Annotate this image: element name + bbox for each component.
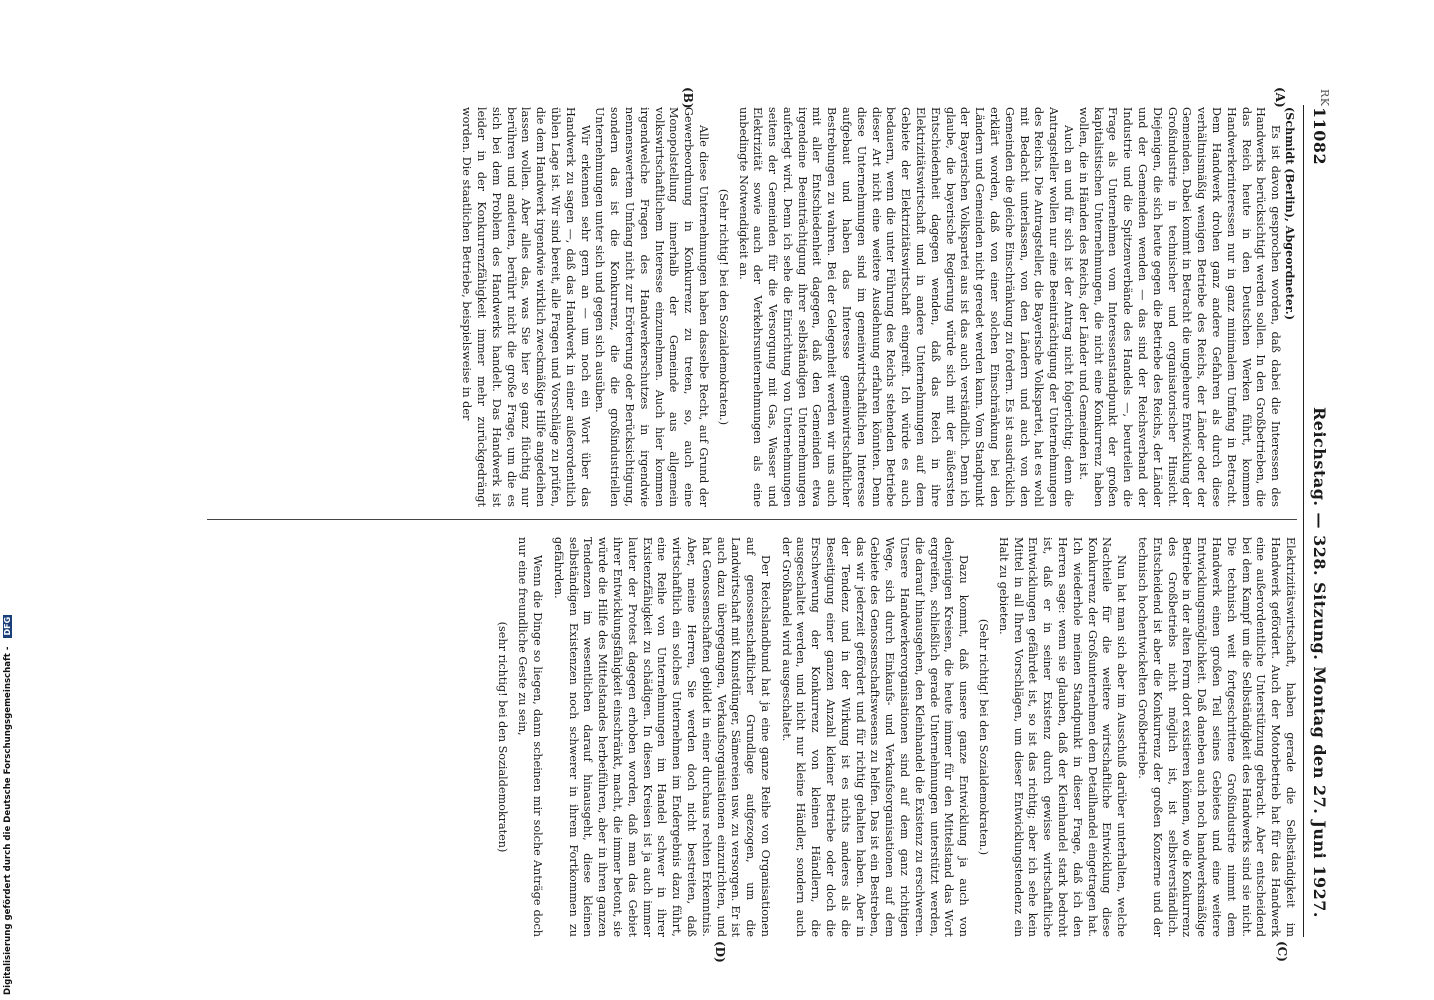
interjection: (Sehr richtig! bei den Sozialdemokraten.) (977, 618, 991, 856)
rotated-page (120, 85, 1335, 963)
margin-marker-a: (A) (1273, 87, 1287, 108)
paragraph: Wenn die Dinge so liegen, dann scheinen mir solche Anträge doch nur eine freundliche Geste zu sein, (516, 537, 544, 937)
interjection: (sehr richtig! bei den Sozialdemokraten) (496, 621, 510, 853)
right-column (490, 537, 1297, 937)
margin-marker-c: (C) (1275, 941, 1289, 962)
paragraph: Wir erkennen sehr gern an — um noch ein Wort über das Handwerk zu sagen —, daß das Handwerk in einer außerordentlich üblen Lage ist. Wir sind bereit, alle Fragen und Vorschläge zu prüfen, die dem Handwerk irgendwie wirklich zweckmäßige Hilfe angedeihen lassen wollen. Aber alles das, was Sie hier so ganz flüchtig nur berühren und andeuten, berührt nicht die große Frage, um die es sich bei dem Problem des Handwerks handelt. Das Handwerk ist leider in der Konkurrenzfähigkeit immer mehr zurückgedrängt worden. Die staatlichen Betriebe, beispielsweise in der (460, 107, 592, 507)
footer-text: Digitalisierung gefördert durch die Deutsche Forschungsgemeinschaft - (3, 646, 13, 995)
page-title: Reichstag. — 328. Sitzung. Montag den 27. Juni 1927. (1310, 407, 1329, 918)
margin-marker-d: (D) (713, 941, 727, 963)
left-column (458, 107, 1297, 507)
page-number: 11082 (1310, 107, 1329, 166)
archive-stamp: RK (1318, 89, 1331, 107)
paragraph: Nun hat man sich aber im Ausschuß darüber unterhalten, welche Nachteile für die weitere wirtschaftliche Entwicklung diese Konkurrenz der Großunternehmen dem Detailhandel eingetragen hat. Ich wiederhole meinen Standpunkt in dieser Frage, daß ich den Herren sage: wenn sie glauben, daß der Kleinhandel stark bedroht ist, daß er in seiner Existenz durch gewisse wirtschaftliche Entwicklungen gefährdet ist, so ist das richtig; aber ich sehe kein Mittel in all Ihren Vorschlägen, um dieser Entwicklungstendenz ein Halt zu gebieten. (996, 537, 1129, 937)
paragraph: Der Reichslandbund hat ja eine ganze Reihe von Organisationen auf genossenschaftlicher Grundlage aufgezogen, um die Landwirtschaft mit Kunstdünger, Sämereien usw. zu versorgen. Er ist auch dazu übergegangen, Verkaufsorganisationen einzurichten, und hat Genossenschaften gebildet in einer durchaus rechten Erkenntnis. Aber, meine Herren, Sie werden doch nicht bestreiten, daß wirtschaftlich ein solches Unternehmen im Endergebnis dazu führt, eine Reihe von Unternehmungen im Handel schwer in ihrer Existenzfähigkeit zu schädigen. In diesen Kreisen ist ja auch immer lauter der Protest dagegen erhoben worden, daß man das Gebiet ihrer Entwicklungsfähigkeit einschränkt, macht, die immer betont, sie würde die Hilfe des Mittelstandes herbeiführen, aber in ihren ganzen Tendenzen im wesentlichen darauf hinausgeht, diese kleinen selbständigen Existenzen noch schwerer in ihrem Fortkommen zu gefährden. (551, 537, 772, 937)
page-header (1305, 89, 1331, 937)
dfg-logo: DFG (3, 616, 12, 636)
speaker-line: (Schmidt (Berlin), Abgeordneter.) (1283, 107, 1297, 320)
paragraph: Elektrizitätswirtschaft, haben gerade die Selbständigkeit im Handwerk gefördert. Auch der Motorbetrieb hat für das Handwerk eine außerordentliche Unterstützung gebracht. Aber entscheidend bei dem Kampf um die Selbständigkeit des Handwerks sind sie nicht. Die technisch weit fortgeschrittene Großindustrie nimmt dem Handwerk einen großen Teil seines Gebietes und eine weitere Entwicklungsmöglichkeit. Daß daneben auch noch handwerksmäßige Betriebe in der alten Form dort existieren können, wo die Konkurrenz des Großbetriebs nicht möglich ist, ist selbstverständlich. Entscheidend ist aber die Konkurrenz der großen Konzerne und der technisch hochentwickelten Großbetriebe. (1136, 537, 1297, 937)
column-divider (207, 519, 1297, 520)
paragraph: Es ist davon gesprochen worden, daß dabei die Interessen des Handwerks berücksichtigt werden sollen. In den Großbetrieben, die das Reich heute in den Deutschen Werken führt, kommen Handwerkerinteressen nur in ganz minimalem Umfang in Betracht. Dem Handwerk drohen ganz andere Gefahren als durch diese verhältnismäßig wenigen Betriebe des Reichs, der Länder oder der Gemeinden. Dabei kommt in Betracht die ungeheure Entwicklung der Großindustrie in technischer und organisatorischer Hinsicht. Diejenigen, die sich heute gegen die Betriebe des Reichs, der Länder und der Gemeinden wenden — das sind der Reichsverband der Industrie und die Spitzenverbände des Handels —, beurteilen die Frage als Unternehmen vom Interessenstandpunkt der großen kapitalistischen Unternehmungen, die nicht eine Konkurrenz haben wollen, die in Händen des Reichs, der Länder und Gemeinden ist. (1076, 107, 1283, 507)
digitization-footer (3, 0, 15, 995)
paragraph: Dazu kommt, daß unsere ganze Entwicklung ja auch von denjenigen Kreisen, die heute immer für den Mittelstand das Wort ergreifen, schließlich gerade Unternehmungen unterstützt werden, die darauf hinausgehen, den Kleinhandel die Existenz zu erschweren. Unsere Handwerkerorganisationen sind auf dem ganz richtigen Wege, sich durch Einkaufs- und Verkaufsorganisationen auf dem Gebiete des Genossenschaftswesens zu helfen. Das ist ein Bestreben, das wir jederzeit gefördert und für richtig gehalten haben. Aber in der Tendenz und in der Wirkung ist es nichts anderes als die Beseitigung einer ganzen Anzahl kleiner Betriebe oder doch die Erschwerung der Konkurrenz von kleinen Händlern, die ausgeschaltet werden, und nicht nur kleine Händler, sondern auch der Großhandel wird ausgeschaltet. (779, 537, 971, 937)
header-rule (1303, 105, 1304, 937)
paragraph: Auch an und für sich ist der Antrag nicht folgerichtig; denn die Antragsteller wollen nur eine Beeinträchtigung der Unternehmungen des Reichs. Die Antragsteller, die Bayerische Volkspartei, hat es wohl mit Bedacht unterlassen, von den Ländern und auch von den Gemeinden die gleiche Einschränkung zu fordern. Es ist ausdrücklich erklärt worden, daß von einer solchen Einschränkung bei den Ländern und Gemeinden nicht geredet werden kann. Vom Standpunkt der Bayerischen Volkspartei aus ist das auch verständlich. Denn ich glaube, die bayerische Regierung würde sich mit der äußersten Entschiedenheit dagegen wenden, daß das Reich in ihre Elektrizitätswirtschaft und in andere Unternehmungen auf dem Gebiete der Elektrizitätswirtschaft eingreift. Ich würde es auch bedauern, wenn die unter Führung des Reichs stehenden Betriebe dieser Art nicht eine weitere Ausdehnung erfahren könnten. Denn diese Unternehmungen sind im gemeinwirtschaftlichen Interesse aufgebaut und haben das Interesse gemeinwirtschaftlicher Bestrebungen zu wahren. Bei der Gelegenheit werden wir uns auch mit aller Entschiedenheit dagegen, daß den Gemeinden etwa irgendeine Beeinträchtigung ihrer selbständigen Unternehmungen auferlegt wird. Denn ich sehe die Einrichtung von Unternehmungen seitens der Gemeinden für die Versorgung mit Gas, Wasser und Elektrizität sowie auch der Verkehrsunternehmungen als eine unbedingte Notwendigkeit an. (736, 107, 1076, 507)
margin-marker-b: (B) (681, 87, 695, 109)
paragraph: Alle diese Unternehmungen haben dasselbe Recht, auf Grund der Gewerbeordnung in Konkurrenz zu treten, so, auch eine Monopolstellung innerhalb der Gemeinde aus allgemein volkswirtschaftlichem Interesse einzunehmen. Auch hier kommen irgendwelche Fragen des Handwerkerschutzes in irgendwie nennenswertem Umfang nicht zur Erörterung oder Berücksichtigung, sondern das ist die Konkurrenz, die die großindustriellen Unternehmungen unter sich und gegen sich ausüben. (593, 107, 710, 507)
interjection: (Sehr richtig! bei den Sozialdemokraten.) (716, 188, 730, 426)
